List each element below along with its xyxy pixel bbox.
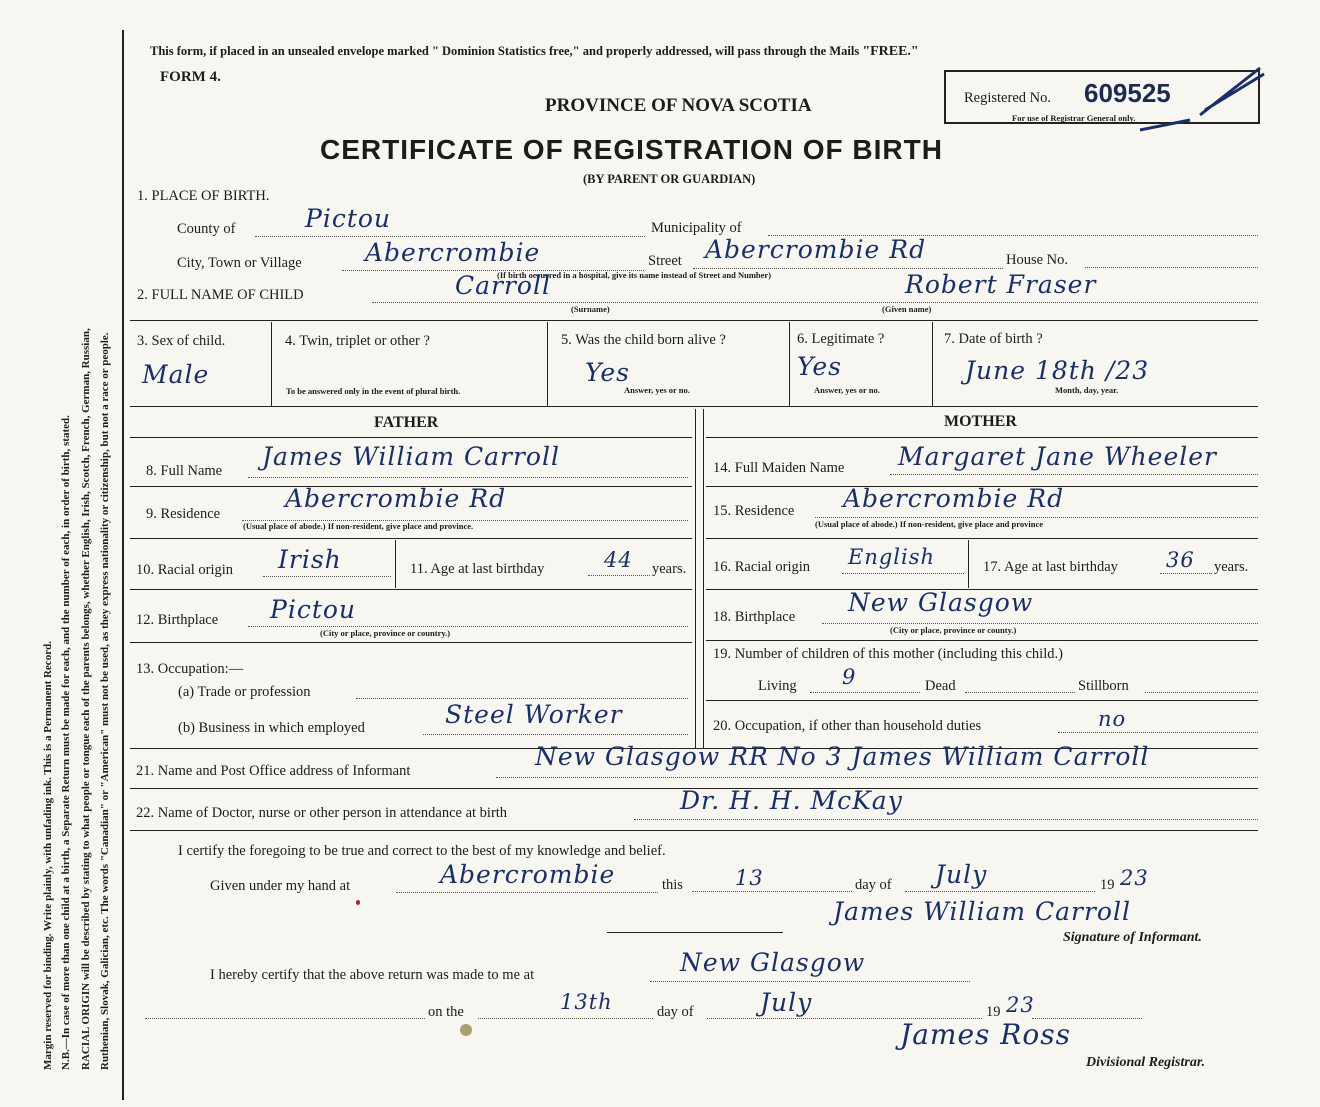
- mother-birthplace-label: 18. Birthplace: [713, 609, 796, 625]
- business-value: Steel Worker: [445, 700, 623, 729]
- county-label: County of: [177, 221, 236, 237]
- certify-this-label: this: [662, 877, 683, 893]
- alive-value: Yes: [585, 358, 630, 387]
- certify-day: 13: [735, 866, 764, 890]
- red-ink-dot: [356, 900, 360, 905]
- dob-note: Month, day, year.: [1055, 385, 1119, 395]
- informant-label: 21. Name and Post Office address of Informant: [136, 763, 411, 779]
- father-residence-value: Abercrombie Rd: [285, 484, 507, 513]
- mother-birthplace-value: New Glasgow: [848, 588, 1034, 617]
- registered-note: For use of Registrar General only.: [1012, 113, 1136, 123]
- alive-label: 5. Was the child born alive ?: [561, 332, 726, 348]
- registrar-year-prefix: 19: [986, 1004, 1001, 1020]
- trade-label: (a) Trade or profession: [178, 684, 311, 700]
- certificate-title: CERTIFICATE OF REGISTRATION OF BIRTH: [320, 134, 943, 165]
- father-race-value: Irish: [278, 545, 342, 574]
- mother-years: years.: [1214, 559, 1249, 575]
- children-count-label: 19. Number of children of this mother (including this child.): [713, 646, 1063, 662]
- father-name-value: James William Carroll: [262, 442, 560, 471]
- certify-place: Abercrombie: [440, 860, 616, 889]
- city-value: Abercrombie: [365, 238, 541, 267]
- twin-note: To be answered only in the event of plural birth.: [286, 386, 461, 396]
- mother-heading: MOTHER: [944, 413, 1017, 430]
- father-name-label: 8. Full Name: [146, 463, 223, 479]
- certificate-subtitle: (BY PARENT OR GUARDIAN): [583, 172, 756, 186]
- stillborn-label: Stillborn: [1078, 678, 1129, 694]
- father-birthplace-value: Pictou: [270, 595, 357, 624]
- margin-note-2: N.B.—In case of more than one child at a birth, a Separate Return must be made for each, and the number of each, in order of birth, stated.: [60, 415, 72, 1070]
- municipality-label: Municipality of: [651, 220, 742, 236]
- father-residence-label: 9. Residence: [146, 506, 221, 522]
- mother-age-label: 17. Age at last birthday: [983, 559, 1118, 575]
- registrar-label: Divisional Registrar.: [1086, 1055, 1206, 1070]
- certify-year: 23: [1120, 866, 1149, 890]
- certify-year-prefix: 19: [1100, 877, 1115, 893]
- given-under-label: Given under my hand at: [210, 878, 351, 894]
- alive-note: Answer, yes or no.: [624, 385, 690, 395]
- house-number-label: House No.: [1006, 252, 1069, 268]
- registered-number: 609525: [1084, 78, 1171, 108]
- father-occupation-label: 13. Occupation:—: [136, 661, 244, 677]
- mother-occupation-label: 20. Occupation, if other than household duties: [713, 718, 982, 734]
- mother-occupation-value: no: [1098, 707, 1127, 731]
- father-years: years.: [652, 561, 687, 577]
- dob-value: June 18th /23: [965, 356, 1150, 385]
- dob-label: 7. Date of birth ?: [944, 331, 1043, 347]
- legitimate-note: Answer, yes or no.: [814, 385, 880, 395]
- doctor-label: 22. Name of Doctor, nurse or other person in attendance at birth: [136, 805, 508, 821]
- father-race-label: 10. Racial origin: [136, 562, 234, 578]
- mother-birthplace-note: (City or place, province or county.): [890, 625, 1017, 635]
- registrar-statement: I hereby certify that the above return was made to me at: [210, 967, 535, 983]
- child-given-name: Robert Fraser: [905, 270, 1097, 299]
- child-name-label: 2. FULL NAME OF CHILD: [137, 287, 304, 303]
- county-value: Pictou: [305, 204, 392, 233]
- surname-note: (Surname): [571, 304, 610, 314]
- dead-label: Dead: [925, 678, 956, 694]
- hospital-note: (If birth occurred in a hospital, give its name instead of Street and Number): [497, 270, 772, 280]
- given-name-note: (Given name): [882, 304, 932, 314]
- mother-residence-value: Abercrombie Rd: [843, 484, 1065, 513]
- mother-name-value: Margaret Jane Wheeler: [898, 442, 1217, 471]
- mother-race-label: 16. Racial origin: [713, 559, 811, 575]
- street-value: Abercrombie Rd: [705, 235, 927, 264]
- registered-label: Registered No.: [964, 90, 1051, 106]
- certify-month: July: [935, 860, 988, 889]
- father-age-value: 44: [604, 548, 633, 572]
- margin-note-1: Margin reserved for binding. Write plainly, with unfading ink. This is a Permanent Record.: [42, 641, 54, 1070]
- twin-label: 4. Twin, triplet or other ?: [285, 333, 430, 349]
- registrar-dayof-label: day of: [657, 1004, 694, 1020]
- father-residence-note: (Usual place of abode.) If non-resident, give place and province.: [243, 521, 474, 531]
- legitimate-label: 6. Legitimate ?: [797, 331, 885, 347]
- business-label: (b) Business in which employed: [178, 720, 365, 736]
- registrar-signature: James Ross: [900, 1018, 1071, 1051]
- mother-age-value: 36: [1166, 548, 1195, 572]
- registrar-month: July: [760, 988, 813, 1017]
- place-of-birth-heading: 1. PLACE OF BIRTH.: [137, 188, 270, 204]
- father-birthplace-note: (City or place, province or country.): [320, 628, 451, 638]
- mother-name-label: 14. Full Maiden Name: [713, 460, 845, 476]
- mother-race-value: English: [848, 545, 936, 569]
- ink-blot: [460, 1024, 472, 1036]
- certify-dayof-label: day of: [855, 877, 892, 893]
- city-label: City, Town or Village: [177, 255, 302, 271]
- street-label: Street: [648, 253, 682, 269]
- informant-value: New Glasgow RR No 3 James William Carroll: [535, 742, 1150, 771]
- living-label: Living: [758, 678, 797, 694]
- child-surname: Carroll: [455, 271, 551, 300]
- father-heading: FATHER: [374, 414, 439, 431]
- sex-value: Male: [142, 360, 210, 389]
- registrar-day: 13th: [560, 990, 613, 1014]
- registrar-place: New Glasgow: [680, 948, 866, 977]
- margin-note-3: RACIAL ORIGIN will be described by stating to what people or tongue each of the parents belongs, whether English, Irish, Scotch, French, German, Russian,: [80, 328, 92, 1070]
- mother-residence-label: 15. Residence: [713, 503, 795, 519]
- father-birthplace-label: 12. Birthplace: [136, 612, 219, 628]
- living-value: 9: [842, 665, 857, 689]
- father-age-label: 11. Age at last birthday: [410, 561, 545, 577]
- margin-rule: [122, 30, 124, 1100]
- ink-check-mark-icon: [1130, 60, 1270, 140]
- registrar-onthe-label: on the: [428, 1004, 464, 1020]
- form-number: FORM 4.: [160, 69, 221, 85]
- margin-note-4: Ruthenian, Slovak, Galician, etc. The words "Canadian" or "American" must not be used, as they express nationality or citizenship, but not a race or people.: [99, 332, 111, 1070]
- legitimate-value: Yes: [797, 352, 842, 381]
- certify-statement: I certify the foregoing to be true and correct to the best of my knowledge and belief.: [178, 843, 666, 859]
- informant-signature-label: Signature of Informant.: [1063, 930, 1202, 945]
- mail-notice: This form, if placed in an unsealed envelope marked " Dominion Statistics free," and properly addressed, will pass through the Mails "FREE.": [150, 44, 919, 59]
- informant-signature: James William Carroll: [833, 897, 1131, 926]
- sex-label: 3. Sex of child.: [137, 333, 226, 349]
- mother-residence-note: (Usual place of abode.) If non-resident, give place and province: [815, 519, 1044, 529]
- doctor-value: Dr. H. H. McKay: [680, 786, 903, 815]
- province-heading: PROVINCE OF NOVA SCOTIA: [545, 95, 812, 116]
- registrar-year: 23: [1006, 993, 1035, 1017]
